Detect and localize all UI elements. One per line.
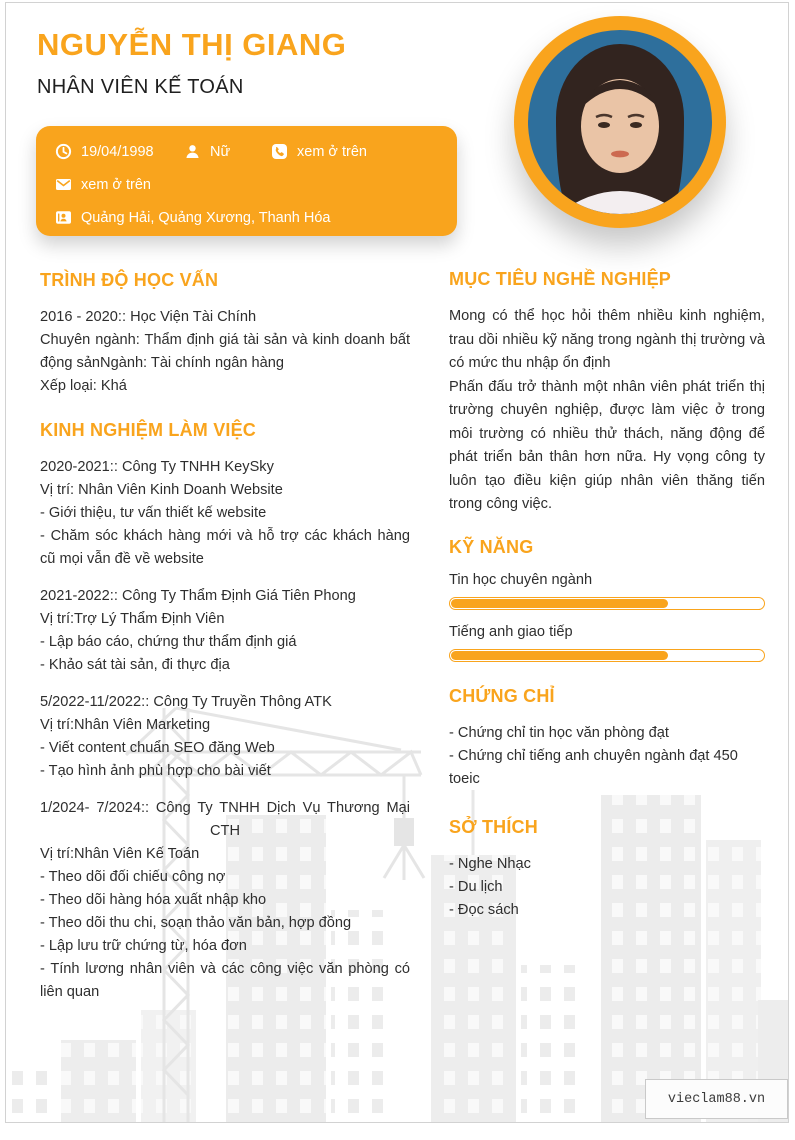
objective-paragraph: Mong có thể học hỏi thêm nhiều kinh nghiệm, trau dồi nhiều kỹ năng trong ngành thị trường và có mức thu nhập ổn định — [449, 308, 765, 371]
contact-info-box — [36, 126, 457, 236]
candidate-job-title: NHÂN VIÊN KẾ TOÁN — [37, 76, 244, 98]
job-detail: - Khảo sát tài sản, đi thực địa — [40, 657, 230, 673]
skill-label: Tin học chuyên ngành — [449, 571, 593, 588]
education-line: Xếp loại: Khá — [40, 378, 127, 394]
job-detail: Vị trí: Nhân Viên Kinh Doanh Website — [40, 482, 283, 498]
job-entry — [40, 691, 410, 783]
right-column — [449, 269, 765, 922]
hobbies-section — [449, 817, 765, 922]
email-item — [55, 176, 151, 193]
job-detail: - Theo dõi hàng hóa xuất nhập kho — [40, 892, 267, 908]
birthday-item — [55, 143, 184, 160]
certificates-heading: CHỨNG CHỈ — [449, 685, 555, 706]
address-value: Quảng Hải, Quảng Xương, Thanh Hóa — [81, 209, 331, 226]
skill-label: Tiếng anh giao tiếp — [449, 623, 573, 640]
address-item — [55, 209, 331, 226]
job-detail: - Lập báo cáo, chứng thư thẩm định giá — [40, 634, 297, 650]
job-period-company: 2020-2021:: Công Ty TNHH KeySky — [40, 459, 274, 475]
job-entry — [40, 456, 410, 571]
job-period-company: 5/2022-11/2022:: Công Ty Truyền Thông ATK — [40, 694, 332, 710]
education-heading: TRÌNH ĐỘ HỌC VẤN — [40, 270, 219, 290]
education-section — [40, 270, 410, 398]
education-line: Chuyên ngành: Thẩm định giá tài sản và kinh doanh bất động sảnNgành: Tài chính ngân hàng — [40, 332, 410, 371]
profile-photo — [528, 30, 712, 214]
hobbies-heading: SỞ THÍCH — [449, 816, 538, 837]
job-detail: - Theo dõi đối chiếu công nợ — [40, 869, 226, 885]
skill-bar — [449, 649, 765, 662]
job-entry — [40, 585, 410, 677]
job-detail: - Chăm sóc khách hàng mới và hỗ trợ các khách hàng cũ mọi vẫn đề về website — [40, 528, 410, 567]
job-detail: Vị trí:Nhân Viên Kế Toán — [40, 846, 200, 862]
certificate-line: - Chứng chỉ tin học văn phòng đạt — [449, 724, 669, 741]
objective-heading: MỤC TIÊU NGHỀ NGHIỆP — [449, 269, 672, 289]
certificates-section — [449, 686, 765, 791]
skills-section — [449, 537, 765, 662]
hobby-line: - Đọc sách — [449, 901, 519, 918]
job-detail: - Theo dõi thu chi, soạn thảo văn bản, hợp đồng — [40, 915, 352, 931]
objective-section — [449, 269, 765, 517]
certificate-line: - Chứng chỉ tiếng anh chuyên ngành đạt 450 toeic — [449, 747, 738, 787]
job-detail: - Lập lưu trữ chứng từ, hóa đơn — [40, 938, 247, 954]
skill-bar — [449, 597, 765, 610]
envelope-icon — [55, 176, 72, 193]
gender-item — [184, 143, 271, 160]
hobby-line: - Nghe Nhạc — [449, 855, 531, 872]
phone-item — [271, 143, 367, 160]
birthday-value: 19/04/1998 — [81, 143, 154, 160]
info-row-1 — [55, 135, 457, 168]
info-row-3 — [55, 201, 457, 234]
job-detail: Vị trí:Trợ Lý Thẩm Định Viên — [40, 611, 225, 627]
job-detail: - Tạo hình ảnh phù hợp cho bài viết — [40, 763, 271, 779]
phone-icon — [271, 143, 288, 160]
skills-heading: KỸ NĂNG — [449, 536, 534, 557]
person-icon — [184, 143, 201, 160]
job-period-company: 2021-2022:: Công Ty Thẩm Định Giá Tiên Phong — [40, 588, 356, 604]
job-detail: - Tính lương nhân viên và các công việc văn phòng có liên quan — [40, 961, 410, 1000]
clock-icon — [55, 143, 72, 160]
profile-photo-ring — [514, 16, 726, 228]
address-card-icon — [55, 209, 72, 226]
experience-heading: KINH NGHIỆM LÀM VIỆC — [40, 420, 257, 440]
skill-bar-fill — [451, 651, 668, 660]
info-row-2 — [55, 168, 457, 201]
education-line: 2016 - 2020:: Học Viện Tài Chính — [40, 309, 257, 325]
job-entry — [40, 797, 410, 1004]
objective-paragraph: Phấn đấu trở thành một nhân viên phát triển thị trường chuyên nghiệp, được làm việc ở trong môi trường có nhiều thử thách, năng động để phát triển bản thân hơn nữa. Hy vọng công ty luôn tạo điều kiện giúp nhân viên thăng tiến trong công việc. — [449, 378, 765, 512]
gender-value: Nữ — [210, 143, 231, 160]
site-watermark: vieclam88.vn — [645, 1079, 788, 1119]
job-detail: - Viết content chuẩn SEO đăng Web — [40, 740, 275, 756]
hobby-line: - Du lịch — [449, 878, 503, 895]
experience-section — [40, 420, 410, 1004]
job-detail: - Giới thiệu, tư vấn thiết kế website — [40, 505, 267, 521]
skill-bar-fill — [451, 599, 668, 608]
job-period-company: 1/2024- 7/2024:: Công Ty TNHH Dịch Vụ Thương Mại CTH — [40, 800, 410, 839]
candidate-name: NGUYỄN THỊ GIANG — [37, 27, 347, 62]
left-column — [40, 270, 410, 1018]
job-detail: Vị trí:Nhân Viên Marketing — [40, 717, 211, 733]
email-value: xem ở trên — [81, 176, 151, 193]
phone-value: xem ở trên — [297, 143, 367, 160]
